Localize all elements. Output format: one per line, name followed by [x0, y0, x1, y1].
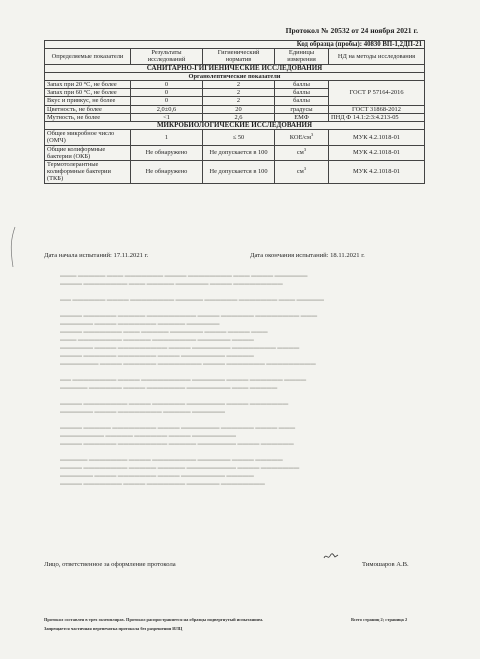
bleed-through-text: ▬▬▬ ▬▬▬▬▬ ▬▬▬ ▬▬▬▬▬▬▬ ▬▬▬▬ ▬▬▬▬▬▬▬▬ ▬▬▬ ▬▬▬▬ ▬▬▬▬▬▬ ▬▬▬▬ ▬▬▬▬▬▬▬▬ ▬▬▬ ▬▬▬▬▬ ▬▬▬▬▬▬ ▬▬▬▬ ▬▬▬▬▬▬▬▬▬ ▬▬ ▬▬▬▬▬▬ ▬▬▬▬ ▬▬▬▬▬▬▬▬ ▬▬▬▬▬ ▬▬▬▬▬▬ ▬▬▬▬▬▬▬ ▬▬▬ ▬▬▬▬▬ ▬▬▬▬ ▬▬▬▬▬▬ ▬▬▬▬▬ ▬▬▬▬▬▬▬▬▬ ▬▬▬▬ ▬▬▬▬▬▬ ▬▬▬▬▬▬▬▬ ▬▬▬ ▬▬▬▬▬▬ ▬▬▬▬ ▬▬▬▬▬▬▬ ▬▬▬▬▬ ▬▬▬▬▬▬ ▬▬▬▬ ▬▬▬▬▬▬▬ ▬▬▬ ▬▬▬▬▬ ▬▬▬▬▬▬ ▬▬▬▬ ▬▬▬▬ ▬▬▬ ▬▬▬ ▬▬▬▬▬▬▬▬ ▬▬▬▬▬ ▬▬▬▬▬▬▬▬ ▬▬▬▬▬▬ ▬▬▬▬ ▬▬▬▬▬▬ ▬▬▬▬ ▬▬▬▬▬▬▬▬▬ ▬▬▬▬ ▬▬▬▬▬▬▬ ▬▬▬▬▬▬▬▬ ▬▬▬▬ ▬▬▬▬ ▬▬▬▬▬▬ ▬▬▬▬▬▬▬ ▬▬▬▬ ▬▬▬▬▬▬▬▬ ▬▬▬▬▬ ▬▬▬▬▬▬▬ ▬▬▬▬ ▬▬▬▬▬▬ ▬▬▬▬▬▬▬▬ ▬▬▬▬ ▬▬▬▬▬▬▬ ▬▬▬▬▬▬▬▬▬ ▬▬ ▬▬▬▬▬▬▬▬ ▬▬▬▬ ▬▬▬▬▬▬▬▬▬ ▬▬▬▬▬▬ ▬▬▬▬ ▬▬▬▬▬▬ ▬▬▬▬ ▬▬▬▬▬ ▬▬▬▬▬▬ ▬▬▬▬ ▬▬▬▬▬▬▬ ▬▬▬▬▬▬▬▬ ▬▬▬ ▬▬▬▬▬ ▬▬▬▬ ▬▬▬▬▬▬▬▬ ▬▬▬▬ ▬▬▬▬▬▬ ▬▬▬▬▬▬▬ ▬▬▬▬ ▬▬▬▬▬▬▬ ▬▬▬▬▬▬ ▬▬▬▬ ▬▬▬▬▬▬▬▬ ▬▬▬▬▬ ▬▬▬▬▬▬ ▬▬▬▬ ▬▬▬▬▬ ▬▬▬▬▬▬▬▬ ▬▬▬▬ ▬▬▬▬▬▬▬ ▬▬▬▬▬▬ ▬▬▬▬ ▬▬▬ ▬▬▬▬▬▬▬▬ ▬▬▬▬▬ ▬▬▬▬▬▬ ▬▬▬▬ ▬▬▬▬▬▬▬▬ ▬▬▬▬ ▬▬▬▬▬▬ ▬▬▬▬▬▬▬▬▬ ▬▬▬▬▬ ▬▬▬▬▬▬▬ ▬▬▬▬ ▬▬▬▬▬▬ ▬▬▬▬▬ ▬▬▬▬▬▬▬ ▬▬▬▬ ▬▬▬▬▬▬▬▬ ▬▬▬▬▬▬ ▬▬▬▬ ▬▬▬▬▬ ▬▬▬▬ ▬▬▬▬▬▬▬▬ ▬▬▬▬▬ ▬▬▬▬▬ ▬▬▬▬▬▬▬▬▬ ▬▬▬▬ ▬▬▬▬▬▬▬ ▬▬▬▬▬▬ ▬▬▬▬ ▬▬▬▬▬▬▬ ▬▬▬▬ ▬▬▬▬▬▬▬▬ ▬▬▬▬▬ ▬▬▬▬ ▬▬▬▬▬▬▬ ▬▬▬▬ ▬▬▬▬▬▬▬ ▬▬▬▬▬▬ ▬▬▬▬▬▬▬▬ [60, 273, 324, 487]
method-value: ГОСТ Р 57164-2016 [329, 81, 425, 106]
page-counter: Всего страниц 2; страница 2 [351, 617, 408, 622]
section-heading: САНИТАРНО-ГИГИЕНИЧЕСКИЕ ИССЛЕДОВАНИЯ [45, 64, 425, 72]
results-table [44, 40, 425, 184]
unit-text: см [296, 168, 304, 176]
unit-value: баллы [275, 89, 329, 97]
unit-value: баллы [275, 97, 329, 105]
unit-value: ЕМФ [275, 113, 329, 121]
section-heading-row [45, 122, 425, 130]
method-value: МУК 4.2.1018-01 [329, 130, 425, 145]
section-heading: МИКРОБИОЛОГИЧЕСКИЕ ИССЛЕДОВАНИЯ [45, 122, 425, 130]
norm-value: Не допускается в 100 [203, 145, 275, 160]
sample-code: Код образца (пробы): 40830 ВП-1,2ДП-21 [45, 41, 425, 49]
indicator-name: Общее микробное число (ОМЧ) [45, 130, 131, 145]
norm-value: 2 [203, 81, 275, 89]
unit-value: градусы [275, 105, 329, 113]
method-value: МУК 4.2.1018-01 [329, 145, 425, 160]
norm-value: Не допускается в 100 [203, 161, 275, 184]
column-header: Результаты исследований [131, 49, 203, 64]
norm-value: 2 [203, 97, 275, 105]
result-value: Не обнаружено [131, 161, 203, 184]
table-row [45, 130, 425, 145]
subsection-heading: Органолептические показатели [45, 72, 425, 80]
unit-text: КОЕ/см [289, 133, 312, 141]
result-value: 1 [131, 130, 203, 145]
method-value: ГОСТ 31868-2012 [329, 105, 425, 113]
result-value: 0 [131, 81, 203, 89]
column-header: Единицы измерения [275, 49, 329, 64]
indicator-name: Общие колиформные бактерии (ОКБ) [45, 145, 131, 160]
unit-value [275, 130, 329, 145]
result-value: 2,0±0,6 [131, 105, 203, 113]
footer-note: Протокол составлен в трех экземплярах. Протокол распространяется на образцы подвергнутый испытаниям. [44, 617, 264, 622]
indicator-name: Запах при 60 °С, не более [45, 89, 131, 97]
column-header: Гигиенический норматив [203, 49, 275, 64]
table-row [45, 105, 425, 113]
norm-value: 2,6 [203, 113, 275, 121]
unit-value [275, 161, 329, 184]
table-row [45, 81, 425, 89]
norm-value: ≤ 50 [203, 130, 275, 145]
result-value: Не обнаружено [131, 145, 203, 160]
result-value: <1 [131, 113, 203, 121]
column-header: Определяемые показатели [45, 49, 131, 64]
indicator-name: Запах при 20 °С, не более [45, 81, 131, 89]
result-value: 0 [131, 89, 203, 97]
table-row [45, 145, 425, 160]
footer-note: Запрещается частичная перепечатка протокола без разрешения ИЛЦ [44, 626, 183, 631]
unit-exponent: 3 [303, 147, 307, 153]
norm-value: 2 [203, 89, 275, 97]
responsible-name: Тимошаров А.В. [362, 561, 409, 568]
unit-value: баллы [275, 81, 329, 89]
page-title: Протокол № 20532 от 24 ноября 2021 г. [285, 26, 418, 35]
end-date: Дата окончания испытаний: 18.11.2021 г. [250, 252, 365, 259]
indicator-name: Вкус и привкус, не более [45, 97, 131, 105]
table-header-row [45, 49, 425, 64]
signature-icon [323, 551, 339, 561]
column-header: НД на методы исследования [329, 49, 425, 64]
subsection-heading-row [45, 72, 425, 80]
table-row [45, 161, 425, 184]
norm-value: 20 [203, 105, 275, 113]
section-heading-row [45, 64, 425, 72]
method-value: ПНД Ф 14.1:2:3:4.213-05 [329, 113, 425, 121]
unit-value [275, 145, 329, 160]
sample-code-row [45, 41, 425, 49]
unit-exponent: 3 [311, 131, 314, 137]
unit-exponent: 3 [303, 166, 307, 172]
margin-pen-mark-icon [9, 226, 17, 268]
responsible-label: Лицо, ответственное за оформление протокола [44, 561, 176, 568]
unit-text: см [296, 149, 304, 157]
result-value: 0 [131, 97, 203, 105]
indicator-name: Цветность, не более [45, 105, 131, 113]
indicator-name: Мутность, не более [45, 113, 131, 121]
method-value: МУК 4.2.1018-01 [329, 161, 425, 184]
start-date: Дата начала испытаний: 17.11.2021 г. [44, 252, 149, 259]
indicator-name: Термотолерантные колиформные бактерии (ТКБ) [45, 161, 131, 184]
